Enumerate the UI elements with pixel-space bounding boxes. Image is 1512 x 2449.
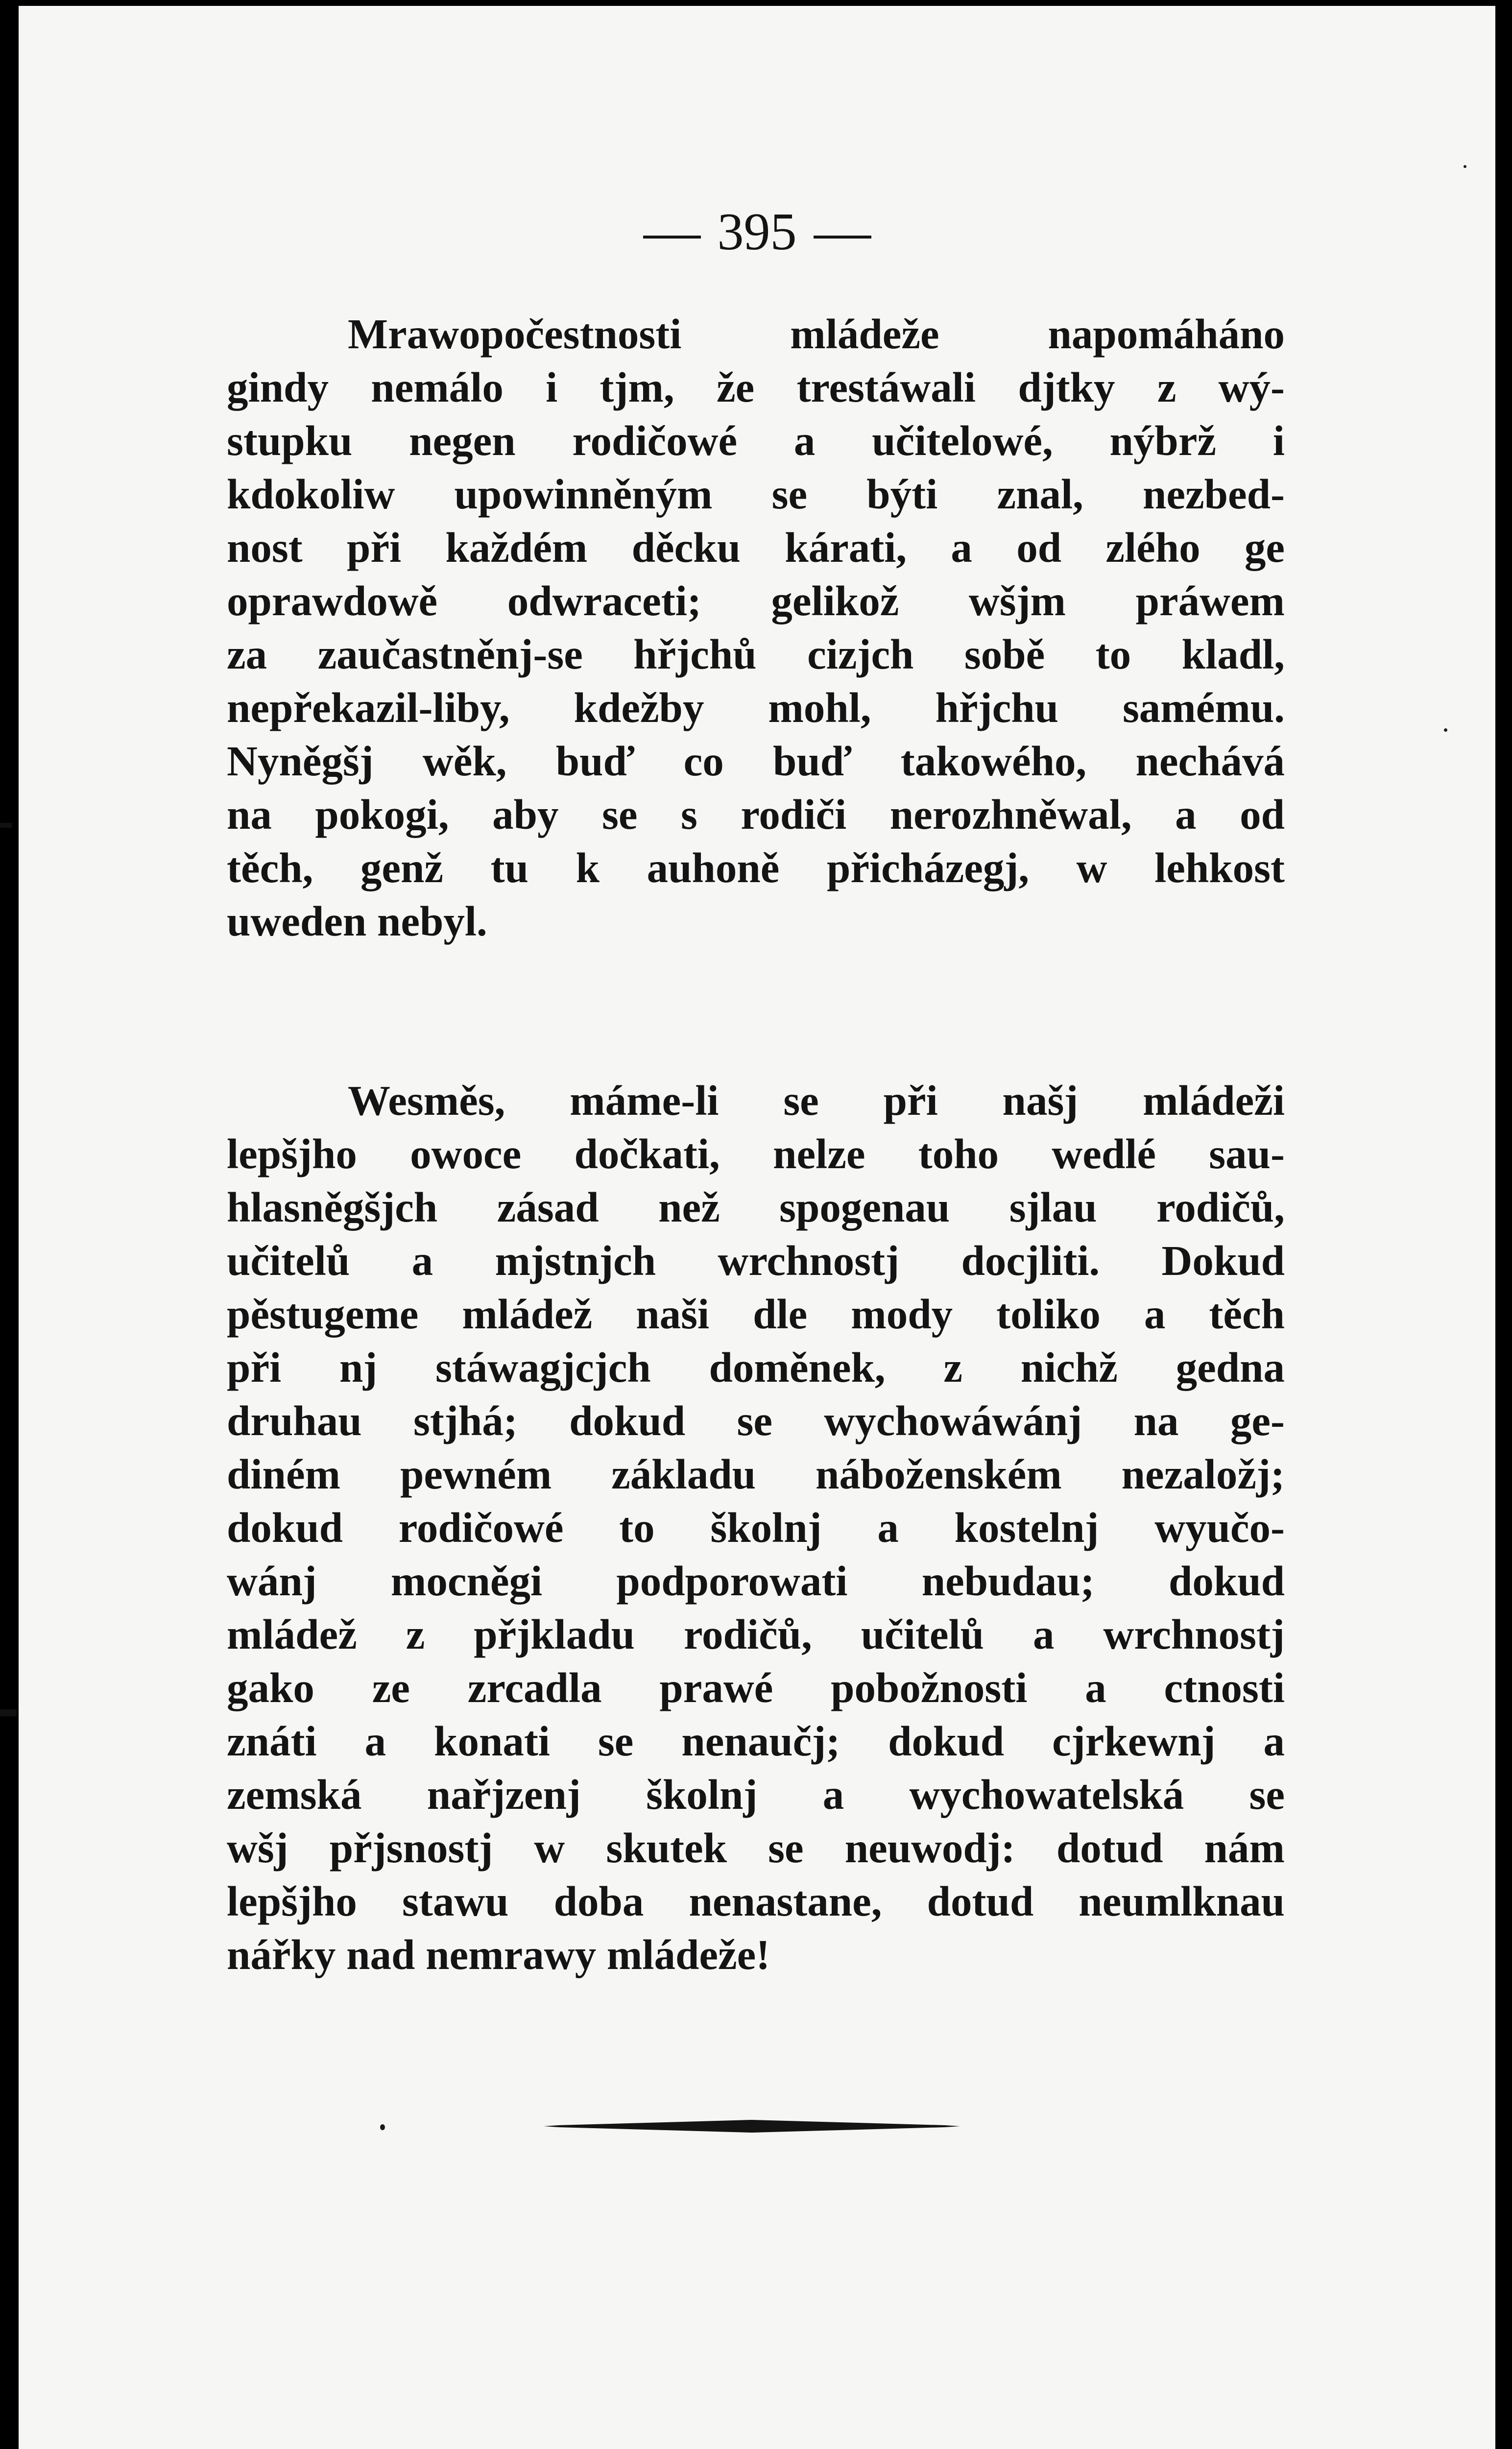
text-line: nost při každém děcku kárati, a od zlého ge [227, 524, 1285, 571]
text-line: lepšjho stawu doba nenastane, dotud neumlknau [227, 1877, 1285, 1925]
text-line: za zaučastněnj-se hřjchů cizjch sobě to kladl, [227, 630, 1285, 678]
text-line: lepšjho owoce dočkati, nelze toho wedlé sau- [227, 1130, 1285, 1177]
page-number-value: 395 [717, 203, 797, 261]
text-line: gako ze zrcadla prawé pobožnosti a ctnosti [227, 1664, 1285, 1711]
text-line: na pokogi, aby se s rodiči nerozhněwal, a od [227, 791, 1285, 838]
text-line: Nyněgšj wěk, buď co buď takowého, nechává [227, 737, 1285, 785]
text-line: kdokoliw upowinněným se býti znal, nezbed- [227, 470, 1285, 518]
text-line: uweden nebyl. [227, 897, 487, 945]
text-line: učitelů a mjstnjch wrchnostj docjliti. Dokud [227, 1237, 1285, 1284]
page-number-dash-right [814, 236, 871, 239]
text-line: mládež z přjkladu rodičů, učitelů a wrchnostj [227, 1610, 1285, 1658]
text-line: dokud rodičowé to školnj a kostelnj wyučo- [227, 1504, 1285, 1551]
page-number [19, 202, 1495, 263]
speck [1444, 728, 1447, 732]
text-line: nářky nad nemrawy mládeže! [227, 1931, 770, 1978]
text-line: pěstugeme mládež naši dle mody toliko a těch [227, 1290, 1285, 1338]
text-line: hlasněgšjch zásad než spogenau sjlau rodičů, [227, 1183, 1285, 1231]
edge-mark [0, 1709, 17, 1716]
paragraph-1 [227, 307, 1285, 948]
page-number-dash-left [643, 236, 701, 239]
text-line: diném pewném základu náboženském nezaložj; [227, 1450, 1285, 1498]
text-line: nepřekazil-liby, kdežby mohl, hřjchu samému. [227, 684, 1285, 731]
edge-mark [0, 823, 12, 828]
paragraph-2 [227, 1074, 1285, 1981]
text-line: při nj stáwagjcjch doměnek, z nichž gedna [227, 1344, 1285, 1391]
text-line: wánj mocněgi podporowati nebudau; dokud [227, 1557, 1285, 1605]
text-line: Wesměs, máme-li se při našj mládeži [348, 1077, 1285, 1124]
text-line: stupku negen rodičowé a učitelowé, nýbrž i [227, 417, 1285, 464]
text-line: Mrawopočestnosti mládeže napomáháno [348, 310, 1285, 358]
text-line: druhau stjhá; dokud se wychowáwánj na ge- [227, 1397, 1285, 1444]
book-page [19, 6, 1495, 2449]
text-line: znáti a konati se nenaučj; dokud cjrkewnj a [227, 1717, 1285, 1765]
text-line: oprawdowě odwraceti; gelikož wšjm práwem [227, 577, 1285, 624]
text-line: zemská nařjzenj školnj a wychowatelská se [227, 1771, 1285, 1818]
text-line: gindy nemálo i tjm, že trestáwali djtky z wý- [227, 363, 1285, 411]
speck [380, 2124, 385, 2130]
text-line: wšj přjsnostj w skutek se neuwodj: dotud nám [227, 1824, 1285, 1872]
end-ornament-rule [544, 2118, 960, 2135]
text-line: těch, genž tu k auhoně přicházegj, w lehkost [227, 844, 1285, 891]
speck [1464, 165, 1466, 168]
